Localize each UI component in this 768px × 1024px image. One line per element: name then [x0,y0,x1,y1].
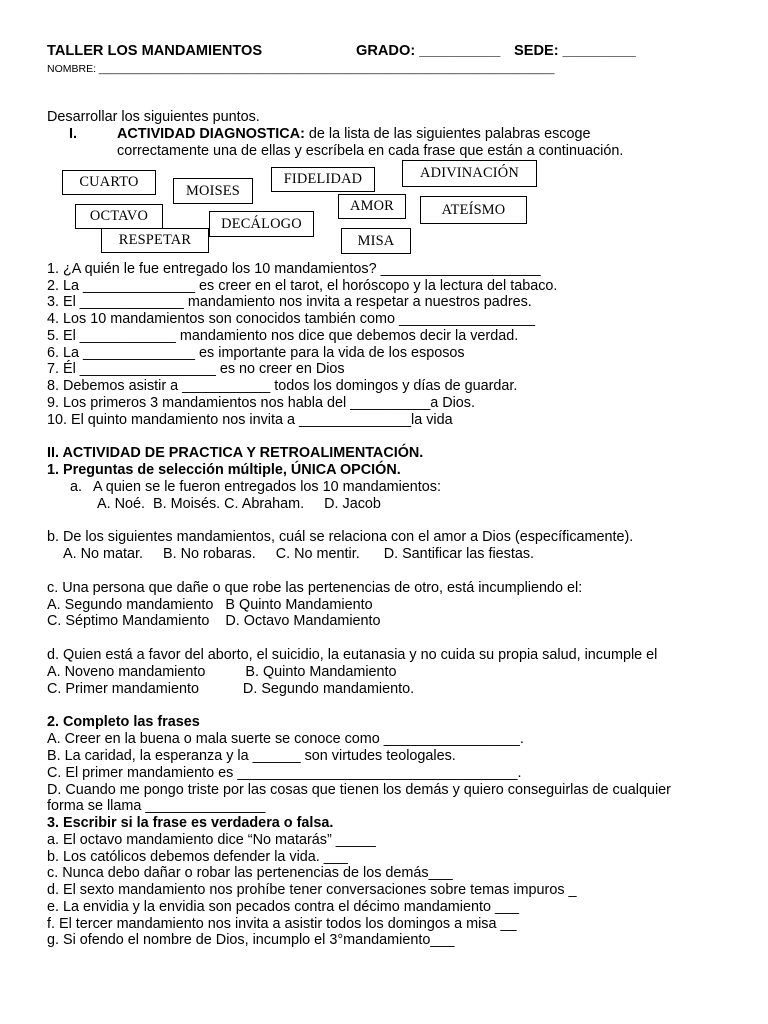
qc-options-2: C. Séptimo Mandamiento D. Octavo Mandamiento [47,613,381,629]
qb-options: A. No matar. B. No robaras. C. No mentir. D. Santificar las fiestas. [63,546,535,562]
qa-label: a. [70,479,83,495]
section-1-title: ACTIVIDAD DIAGNOSTICA: [117,126,305,142]
word-box-decalogo: DECÁLOGO [209,211,314,237]
section-1-text: de la lista de las siguientes palabras escoge [304,126,591,142]
question-10: 10. El quinto mandamiento nos invita a ______________la vida [47,412,453,428]
question-4: 4. Los 10 mandamientos son conocidos también como _________________ [47,311,536,327]
section-1-heading [117,126,590,143]
sede-field[interactable]: SEDE: _________ [514,43,636,59]
word-box-fidelidad: FIDELIDAD [271,167,375,192]
word-box-misa: MISA [341,228,411,254]
question-7: 7. Él _________________ es no creer en Dios [47,361,345,377]
worksheet-title: TALLER LOS MANDAMIENTOS [47,43,263,59]
part-3-title: 3. Escribir si la frase es verdadera o falsa. [47,815,334,831]
qd-options-1: A. Noveno mandamiento B. Quinto Mandamiento [47,664,397,680]
part-3-item-c: c. Nunca debo dañar o robar las pertenencias de los demás___ [47,865,453,881]
question-9: 9. Los primeros 3 mandamientos nos habla del __________a Dios. [47,395,475,411]
part-2-item-d-cont: forma se llama _______________ [47,798,266,814]
section-2-title: II. ACTIVIDAD DE PRACTICA Y RETROALIMENTACIÓN. [47,445,424,461]
part-2-item-a: A. Creer en la buena o mala suerte se conoce como _________________. [47,731,524,747]
qc-options-1: A. Segundo mandamiento B Quinto Mandamiento [47,597,373,613]
question-8: 8. Debemos asistir a ___________ todos los domingos y días de guardar. [47,378,518,394]
qd-text: d. Quien está a favor del aborto, el suicidio, la eutanasia y no cuida su propia salud, incumple el [47,647,658,663]
instructions: Desarrollar los siguientes puntos. [47,109,260,125]
word-box-cuarto: CUARTO [62,170,156,195]
section-1-text-2: correctamente una de ellas y escríbela en cada frase que están a continuación. [117,143,624,159]
qa-options: A. Noé. B. Moisés. C. Abraham. D. Jacob [97,496,381,512]
part-3-item-d: d. El sexto mandamiento nos prohíbe tener conversaciones sobre temas impuros _ [47,882,577,898]
part-3-item-e: e. La envidia y la envidia son pecados contra el décimo mandamiento ___ [47,899,519,915]
question-1: 1. ¿A quién le fue entregado los 10 mandamientos? ____________________ [47,261,541,277]
question-2: 2. La ______________ es creer en el tarot, el horóscopo y la lectura del tabaco. [47,278,558,294]
part-3-item-g: g. Si ofendo el nombre de Dios, incumplo el 3°mandamiento___ [47,932,455,948]
part-2-title: 2. Completo las frases [47,714,200,730]
word-box-respetar: RESPETAR [101,228,209,253]
word-box-ateismo: ATEÍSMO [420,196,527,224]
question-5: 5. El ____________ mandamiento nos dice que debemos decir la verdad. [47,328,519,344]
part-3-item-a: a. El octavo mandamiento dice “No matarás” _____ [47,832,376,848]
word-box-moises: MOISES [173,178,253,204]
question-3: 3. El _____________ mandamiento nos invita a respetar a nuestros padres. [47,294,532,310]
word-box-adivinacion: ADIVINACIÓN [402,160,537,187]
word-box-amor: AMOR [338,194,406,219]
part-2-item-d: D. Cuando me pongo triste por las cosas que tienen los demás y quiero conseguirlas de cualquier [47,782,671,798]
qb-text: b. De los siguientes mandamientos, cuál se relaciona con el amor a Dios (específicamente). [47,529,634,545]
question-6: 6. La ______________ es importante para la vida de los esposos [47,345,465,361]
part-2-item-b: B. La caridad, la esperanza y la ______ son virtudes teologales. [47,748,456,764]
section-1-numeral: I. [69,126,77,142]
part-3-item-b: b. Los católicos debemos defender la vida. ___ [47,849,348,865]
qd-options-2: C. Primer mandamiento D. Segundo mandamiento. [47,681,415,697]
part-2-item-c: C. El primer mandamiento es ___________________________________. [47,765,522,781]
word-box-octavo: OCTAVO [75,204,163,229]
part-1-title: 1. Preguntas de selección múltiple, ÚNICA OPCIÓN. [47,462,401,478]
qa-text: A quien se le fueron entregados los 10 mandamientos: [93,479,442,495]
part-3-item-f: f. El tercer mandamiento nos invita a asistir todos los domingos a misa __ [47,916,517,932]
nombre-field[interactable]: NOMBRE: ______________________________________________________________________________ [47,63,555,75]
qc-text: c. Una persona que dañe o que robe las pertenencias de otro, está incumpliendo el: [47,580,583,596]
grado-field[interactable]: GRADO: __________ [356,43,501,59]
